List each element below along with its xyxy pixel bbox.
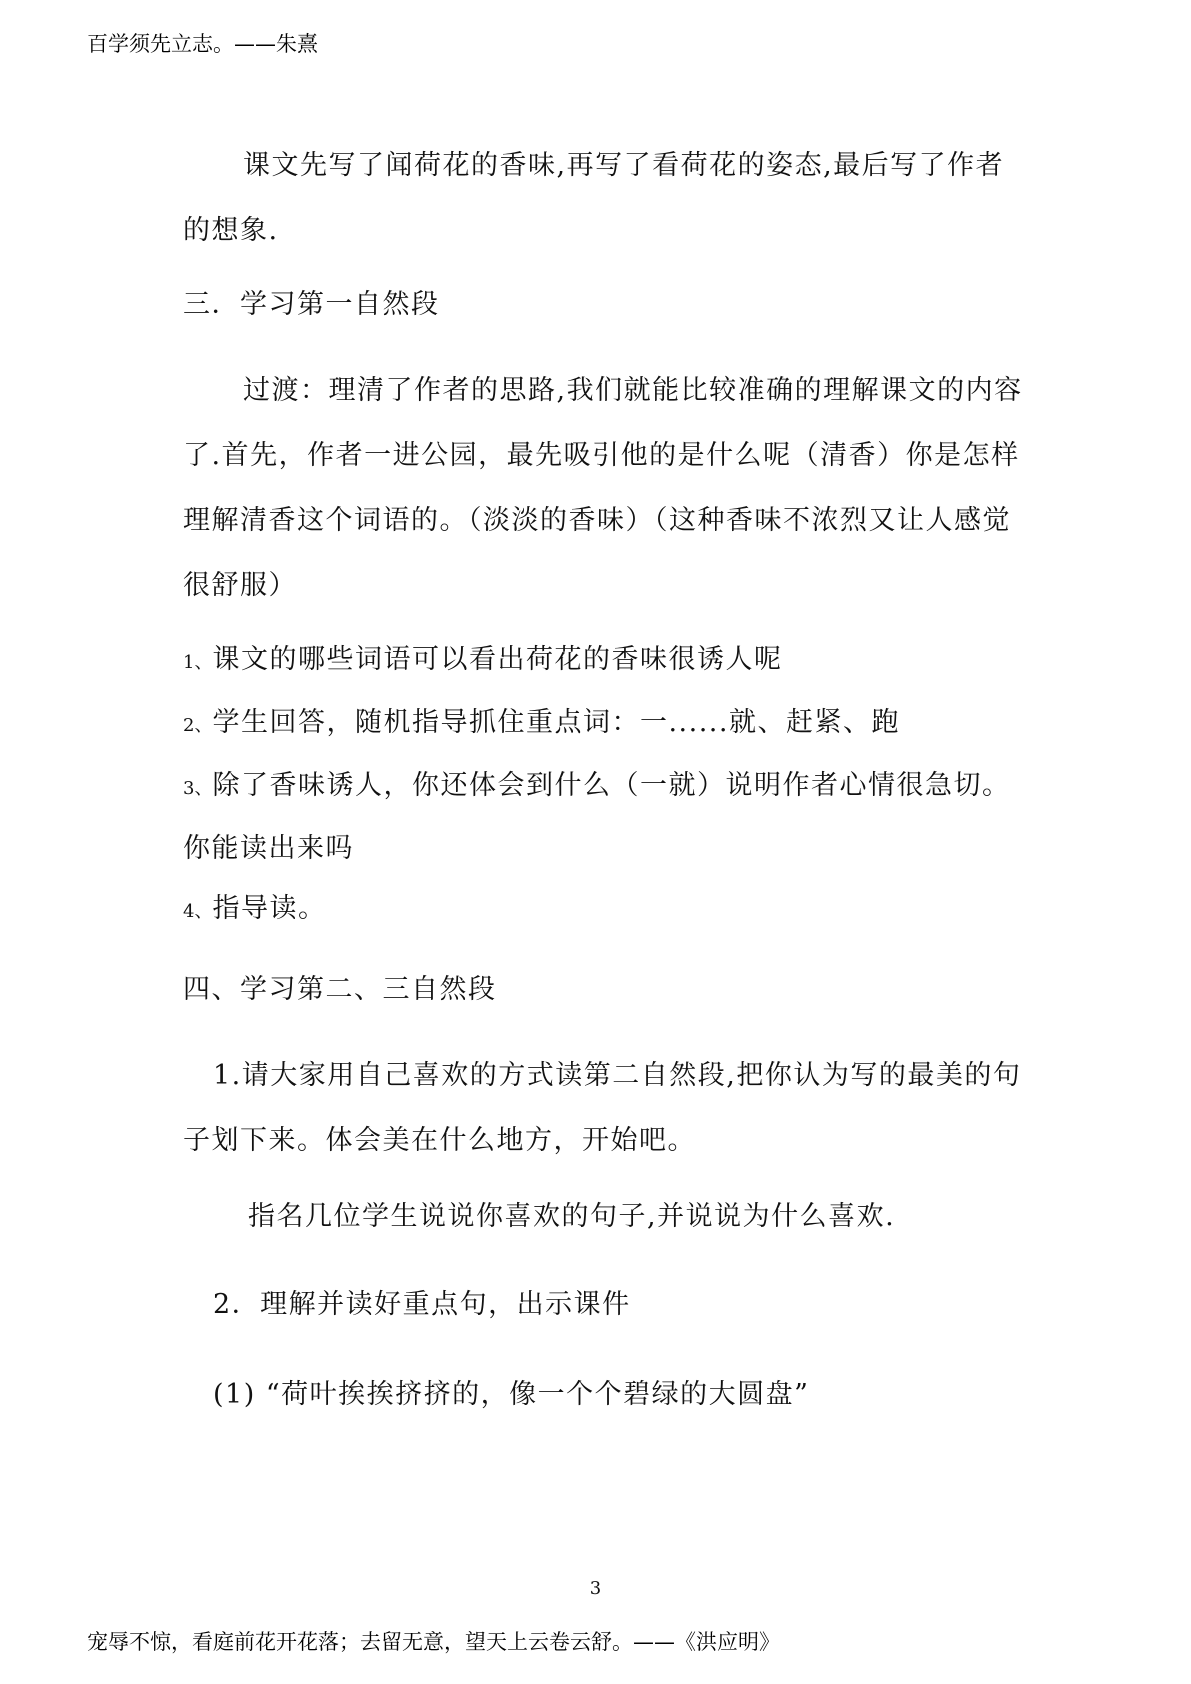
- list-item: 1、课文的哪些词语可以看出荷花的香味很诱人呢: [183, 644, 783, 675]
- paragraph: 过渡：理清了作者的思路,我们就能比较准确的理解课文的内容了.首先，作者一进公园，最先吸引他的是什么呢（清香）你是怎样理解清香这个词语的。（淡淡的香味）（这种香味不浓烈又让人感觉很舒服）: [183, 375, 1023, 601]
- heading: 三．学习第一自然段: [183, 289, 440, 320]
- paragraph: 指名几位学生说说你喜欢的句子,并说说为什么喜欢.: [248, 1201, 896, 1232]
- ordered-list: [183, 630, 1023, 942]
- body-p5: [183, 1272, 1023, 1337]
- list-item: 4、指导读。: [183, 893, 327, 924]
- paragraph: 1.请大家用自己喜欢的方式读第二自然段,把你认为写的最美的句子划下来。体会美在什么地方，开始吧。: [183, 1060, 1022, 1156]
- section-heading-3: [183, 272, 1023, 337]
- list-item: 2、学生回答，随机指导抓住重点词：一......就、赶紧、跑: [183, 707, 900, 738]
- heading: 四、学习第二、三自然段: [183, 974, 497, 1005]
- body-p6: [183, 1362, 1023, 1427]
- paragraph: (1) “荷叶挨挨挤挤的，像一个个碧绿的大圆盘”: [213, 1379, 810, 1410]
- body-p4: [183, 1184, 1023, 1249]
- header-quote: 百学须先立志。——朱熹: [87, 32, 318, 56]
- footer-quote: 宠辱不惊，看庭前花开花落；去留无意，望天上云卷云舒。——《洪应明》: [87, 1630, 780, 1654]
- page-number: 3: [589, 1578, 602, 1599]
- body-p1: [183, 133, 1023, 263]
- section-heading-4: [183, 957, 1023, 1022]
- body-p2: [183, 358, 1023, 618]
- list-item: 3、除了香味诱人，你还体会到什么（一就）说明作者心情很急切。你能读出来吗: [183, 770, 1011, 864]
- paragraph: 2．理解并读好重点句，出示课件: [213, 1289, 631, 1320]
- paragraph: 课文先写了闻荷花的香味,再写了看荷花的姿态,最后写了作者的想象.: [183, 150, 1005, 246]
- body-p3: [183, 1043, 1023, 1173]
